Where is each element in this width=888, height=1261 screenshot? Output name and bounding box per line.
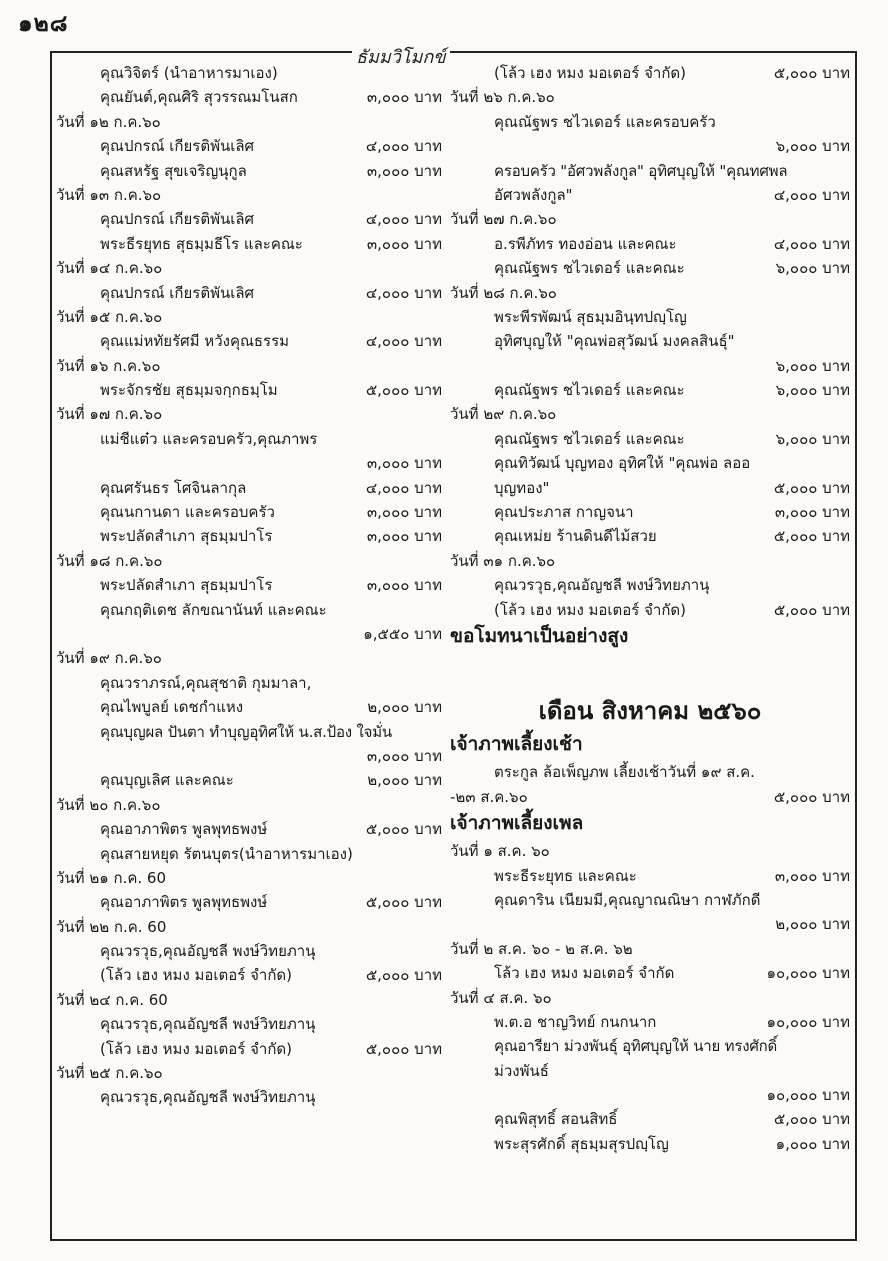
donation-entry [450, 1132, 850, 1156]
date-line [450, 549, 850, 573]
donor-name: คุณนกานดา และครอบครัว [100, 503, 275, 522]
donation-amount: ๖,๐๐๐ บาท [775, 429, 850, 448]
donor-name: อัศวพลังกูล" [494, 185, 573, 204]
donation-amount: ๕,๐๐๐ บาท [773, 64, 850, 82]
donor-name: คุณอาภาพิตร พูลพุทธพงษ์ [100, 820, 268, 839]
donor-name: พระธีระยุทธ และคณะ [494, 866, 637, 885]
donor-name: คุณวรวุธ,คุณอัญชลี พงษ์วิทยภานุ [100, 1015, 316, 1034]
donation-entry [450, 500, 850, 524]
donor-name: แม่ชีแต๋ว และครอบครัว,คุณภาพร [100, 429, 318, 448]
donation-entry [56, 695, 442, 719]
donor-name: คุณอารียา ม่วงพันธุ์ อุทิศบุญให้ นาย ทรงศักดิ์ [494, 1037, 778, 1056]
donation-entry [56, 500, 442, 524]
donation-entry [56, 159, 442, 183]
donor-name: พระพีรพัฒน์ สุธมฺมอินฺทปญฺโญ [494, 307, 687, 326]
donor-name: คุณวรวุธ,คุณอัญชลี พงษ์วิทยภานุ [100, 1088, 316, 1107]
donation-entry [450, 159, 850, 183]
date-line [450, 207, 850, 231]
donor-name: คุณวราภรณ์,คุณสุชาติ กุมมาลา, [100, 673, 312, 692]
donation-entry [56, 329, 442, 353]
donation-entry [450, 1034, 850, 1058]
donation-amount: ๕,๐๐๐ บาท [365, 966, 442, 985]
date-line [56, 110, 442, 134]
date-line [56, 988, 442, 1012]
donation-entry [450, 378, 850, 402]
donor-name: ม่วงพันธ์ [494, 1061, 549, 1080]
donation-amount: ๒,๐๐๐ บาท [367, 771, 442, 790]
donation-entry [56, 134, 442, 158]
donation-entry [56, 817, 442, 841]
donor-name: พ.ต.อ ชาญวิทย์ กนกนาก [494, 1012, 657, 1031]
donation-amount: ๔,๐๐๐ บาท [365, 137, 442, 156]
date-line [450, 986, 850, 1010]
donation-amount: ๓,๐๐๐ บาท [774, 503, 850, 522]
donor-name: อ.รพีภัทร ทองอ่อน และคณะ [494, 234, 677, 253]
date-line [56, 354, 442, 378]
date-text: วันที่ ๑๖ ก.ค.๖๐ [56, 356, 161, 375]
donation-entry [450, 61, 850, 85]
donation-amount: ๖,๐๐๐ บาท [775, 381, 850, 400]
donor-name: คุณสายหยุด รัตนบุตร(นำอาหารมาเอง) [100, 844, 353, 863]
donation-entry [56, 890, 442, 914]
donation-entry [450, 476, 850, 500]
donor-name: พระสุรศักดิ์ สุธมฺมสุรปญฺโญ [494, 1134, 669, 1153]
date-text: วันที่ ๒๖ ก.ค.๖๐ [450, 88, 555, 107]
date-line [450, 85, 850, 109]
donation-entry [56, 427, 442, 451]
date-text: วันที่ ๒๗ ก.ค.๖๐ [450, 210, 557, 229]
month-heading: เดือน สิงหาคม ๒๕๖๐ [538, 697, 762, 726]
donor-name: คุณณัฐพร ชไวเดอร์ และครอบครัว [494, 112, 716, 131]
donor-name: อุทิศบุญให้ "คุณพ่อสุวัฒน์ มงคลสินธุ์" [494, 332, 735, 351]
donation-amount: ๕,๐๐๐ บาท [773, 478, 850, 497]
donation-amount: ๕,๐๐๐ บาท [365, 381, 442, 400]
date-line [56, 402, 442, 426]
donation-entry [450, 864, 850, 888]
date-line [450, 402, 850, 426]
date-line [56, 793, 442, 817]
donation-entry [56, 1012, 442, 1036]
page-number: ๑๒๘ [18, 11, 69, 37]
donation-amount: ๔,๐๐๐ บาท [773, 185, 850, 204]
donation-entry [56, 85, 442, 109]
donor-name: คุณปกรณ์ เกียรติพันเลิศ [100, 210, 255, 229]
donor-name: ครอบครัว "อัศวพลังกูล" อุทิศบุญให้ "คุณทศพล [494, 161, 788, 180]
donation-entry [56, 768, 442, 792]
donor-name: คุณวิจิตร์ (นำอาหารมาเอง) [100, 64, 278, 82]
section-heading: ขอโมทนาเป็นอย่างสูง [450, 624, 629, 647]
donation-entry [450, 785, 850, 809]
donation-entry [56, 598, 442, 622]
date-line [56, 256, 442, 280]
date-line [56, 915, 442, 939]
donor-name: คุณณัฐพร ชไวเดอร์ และคณะ [494, 429, 685, 448]
donation-entry [450, 760, 850, 784]
donation-entry [450, 598, 850, 622]
date-text: วันที่ ๒๐ ก.ค.๖๐ [56, 795, 161, 814]
date-text: วันที่ ๓๑ ก.ค.๖๐ [450, 551, 556, 570]
donation-amount: ๖,๐๐๐ บาท [775, 259, 850, 278]
donor-name: พระปลัดสำเภา สุธมฺมปาโร [100, 527, 273, 546]
date-line [450, 281, 850, 305]
donor-name: คุณณัฐพร ชไวเดอร์ และคณะ [494, 259, 685, 278]
donation-entry [450, 451, 850, 475]
date-text: วันที่ ๒๕ ก.ค.๖๐ [56, 1064, 163, 1083]
donor-name: -๒๓ ส.ค.๖๐ [450, 787, 528, 806]
date-line [56, 183, 442, 207]
donation-amount: ๖,๐๐๐ บาท [775, 137, 850, 156]
donation-amount: ๓,๐๐๐ บาท [366, 527, 442, 546]
donation-entry [56, 281, 442, 305]
donor-name: คุณบุญผล ปันตา ทำบุญอุทิศให้ น.ส.ป้อง ใจมั่น [100, 722, 392, 741]
donor-name: คุณอาภาพิตร พูลพุทธพงษ์ [100, 893, 268, 912]
date-text: วันที่ ๑๙ ก.ค.๖๐ [56, 649, 162, 668]
donor-name: คุณทิวัฒน์ บุญทอง อุทิศให้ "คุณพ่อ ลออ [494, 454, 751, 473]
donation-amount: ๒,๐๐๐ บาท [775, 915, 850, 934]
donor-name: คุณประภาส กาญจนา [494, 503, 634, 522]
date-text: วันที่ ๑๒ ก.ค.๖๐ [56, 112, 161, 131]
donation-entry [450, 961, 850, 985]
donor-name: คุณณัฐพร ชไวเดอร์ และคณะ [494, 381, 685, 400]
donor-name: คุณดาริน เนียมมี,คุณญาณณิษา กาฬภักดี [494, 890, 761, 909]
donation-entry [56, 1085, 442, 1109]
date-line [56, 646, 442, 670]
donation-entry [450, 524, 850, 548]
donation-entry [450, 427, 850, 451]
donor-name: คุณยันต์,คุณศิริ สุวรรณมโนสก [100, 88, 298, 107]
donation-amount: ๖,๐๐๐ บาท [775, 356, 850, 375]
donation-amount: ๕,๐๐๐ บาท [773, 527, 850, 546]
donation-amount: ๔,๐๐๐ บาท [365, 210, 442, 229]
date-text: วันที่ ๑๘ ก.ค.๖๐ [56, 551, 163, 570]
page-frame [50, 51, 857, 1241]
date-text: วันที่ ๑๓ ก.ค.๖๐ [56, 185, 162, 204]
donor-name: บุญทอง" [494, 478, 550, 497]
date-line [56, 866, 442, 890]
spacer [450, 652, 850, 676]
donation-entry [56, 476, 442, 500]
donation-entry [56, 939, 442, 963]
donation-entry [56, 963, 442, 987]
donation-entry [56, 232, 442, 256]
donor-name: คุณปกรณ์ เกียรติพันเลิศ [100, 283, 255, 302]
donor-name: คุณสหรัฐ สุขเจริญนุกูล [100, 161, 247, 180]
donation-amount: ๕,๐๐๐ บาท [773, 600, 850, 619]
donation-amount: ๕,๐๐๐ บาท [365, 893, 442, 912]
donation-entry [450, 256, 850, 280]
donation-entry [450, 305, 850, 329]
donation-entry [56, 842, 442, 866]
donation-amount: ๑๐,๐๐๐ บาท [766, 964, 850, 983]
donation-entry [450, 1107, 850, 1131]
donor-name: (โล้ว เฮง หมง มอเตอร์ จำกัด) [100, 1039, 293, 1058]
donation-amount: ๓,๐๐๐ บาท [774, 866, 850, 885]
donation-entry [450, 1010, 850, 1034]
donation-entry [450, 183, 850, 207]
donor-name: พระปลัดสำเภา สุธมฺมปาโร [100, 576, 273, 595]
donor-name: คุณพิสุทธิ์ สอนสิทธิ์ [494, 1110, 618, 1129]
donor-name: คุณวรวุธ,คุณอัญชลี พงษ์วิทยภานุ [100, 942, 316, 961]
donor-name: คุณวรวุธ,คุณอัญชลี พงษ์วิทยภานุ [494, 576, 710, 595]
date-text: วันที่ ๑๗ ก.ค.๖๐ [56, 405, 163, 424]
right-column [450, 61, 850, 1156]
donation-entry [56, 720, 442, 744]
donation-amount: ๓,๐๐๐ บาท [366, 503, 442, 522]
donation-amount: ๑,๕๕๐ บาท [363, 624, 442, 643]
date-text: วันที่ ๑ ส.ค. ๖๐ [450, 842, 550, 861]
donation-amount: ๑๐,๐๐๐ บาท [766, 1012, 850, 1031]
date-line [450, 839, 850, 863]
donation-amount: ๓,๐๐๐ บาท [366, 576, 442, 595]
date-line [450, 937, 850, 961]
donor-name: (โล้ว เฮง หมง มอเตอร์ จำกัด) [494, 600, 687, 619]
donation-entry [56, 573, 442, 597]
donation-amount: ๓,๐๐๐ บาท [366, 234, 442, 253]
date-line [56, 549, 442, 573]
donation-entry [450, 888, 850, 912]
donation-entry [56, 671, 442, 695]
donation-amount: ๓,๐๐๐ บาท [366, 454, 442, 473]
donor-name: พระธีรยุทธ สุธมฺมธีโร และคณะ [100, 234, 303, 253]
date-text: วันที่ ๒๙ ก.ค.๖๐ [450, 405, 557, 424]
donor-name: คุณไพบูลย์ เดชกำแหง [100, 698, 244, 717]
donation-entry [450, 110, 850, 134]
date-text: วันที่ ๒ ส.ค. ๖๐ - ๒ ส.ค. ๖๒ [450, 939, 633, 958]
donation-entry [56, 207, 442, 231]
donation-entry [56, 524, 442, 548]
donation-amount: ๑,๐๐๐ บาท [775, 1134, 850, 1153]
date-line [56, 305, 442, 329]
donation-amount: ๓,๐๐๐ บาท [366, 88, 442, 107]
donation-amount: ๔,๐๐๐ บาท [365, 283, 442, 302]
left-column [56, 61, 442, 1110]
running-head: ธัมมวิโมกข์ [352, 42, 450, 71]
donor-name: ตระกูล ล้อเพ็ญภพ เลี้ยงเช้าวันที่ ๑๙ ส.ค. [494, 763, 755, 782]
donation-entry [56, 1037, 442, 1061]
donation-amount: ๑๐,๐๐๐ บาท [766, 1086, 850, 1105]
donation-entry [56, 378, 442, 402]
donor-name: คุณบุญเลิศ และคณะ [100, 771, 234, 790]
date-text: วันที่ ๒๑ ก.ค. 60 [56, 868, 167, 887]
donor-name: คุณแม่หทัยรัศมี หวังคุณธรรม [100, 332, 290, 351]
donation-entry [450, 1059, 850, 1083]
date-line [56, 1061, 442, 1085]
donation-amount: ๒,๐๐๐ บาท [367, 698, 442, 717]
donor-name: (โล้ว เฮง หมง มอเตอร์ จำกัด) [494, 64, 687, 82]
donation-entry [450, 329, 850, 353]
donation-entry [450, 232, 850, 256]
donor-name: (โล้ว เฮง หมง มอเตอร์ จำกัด) [100, 966, 293, 985]
donor-name: คุณเหม่ย ร้านดินดีไม้สวย [494, 527, 657, 546]
donor-name: คุณศรันธร โศจินลากุล [100, 478, 247, 497]
donation-amount: ๕,๐๐๐ บาท [365, 1039, 442, 1058]
donor-name: พระจักรชัย สุธมฺมจกฺกธมฺโม [100, 381, 278, 400]
date-text: วันที่ ๒๔ ก.ค. 60 [56, 990, 168, 1009]
date-text: วันที่ ๒๒ ก.ค. 60 [56, 917, 167, 936]
date-text: วันที่ ๒๘ ก.ค.๖๐ [450, 283, 557, 302]
donation-amount: ๕,๐๐๐ บาท [365, 820, 442, 839]
donation-amount: ๔,๐๐๐ บาท [365, 478, 442, 497]
donor-name: คุณปกรณ์ เกียรติพันเลิศ [100, 137, 255, 156]
date-text: วันที่ ๔ ส.ค. ๖๐ [450, 988, 552, 1007]
donor-name: โล้ว เฮง หมง มอเตอร์ จำกัด [494, 964, 675, 983]
section-heading: เจ้าภาพเลี้ยงเช้า [450, 733, 583, 756]
donation-amount: ๔,๐๐๐ บาท [773, 234, 850, 253]
donation-entry [450, 573, 850, 597]
donor-name: คุณกฤติเดช ลักขณานันท์ และคณะ [100, 600, 327, 619]
donation-amount: ๔,๐๐๐ บาท [365, 332, 442, 351]
date-text: วันที่ ๑๕ ก.ค.๖๐ [56, 307, 163, 326]
donation-amount: ๕,๐๐๐ บาท [773, 787, 850, 806]
donation-amount: ๕,๐๐๐ บาท [773, 1110, 850, 1129]
date-text: วันที่ ๑๔ ก.ค.๖๐ [56, 259, 163, 278]
section-heading: เจ้าภาพเลี้ยงเพล [450, 812, 584, 835]
donation-amount: ๓,๐๐๐ บาท [366, 746, 442, 765]
donation-amount: ๓,๐๐๐ บาท [366, 161, 442, 180]
